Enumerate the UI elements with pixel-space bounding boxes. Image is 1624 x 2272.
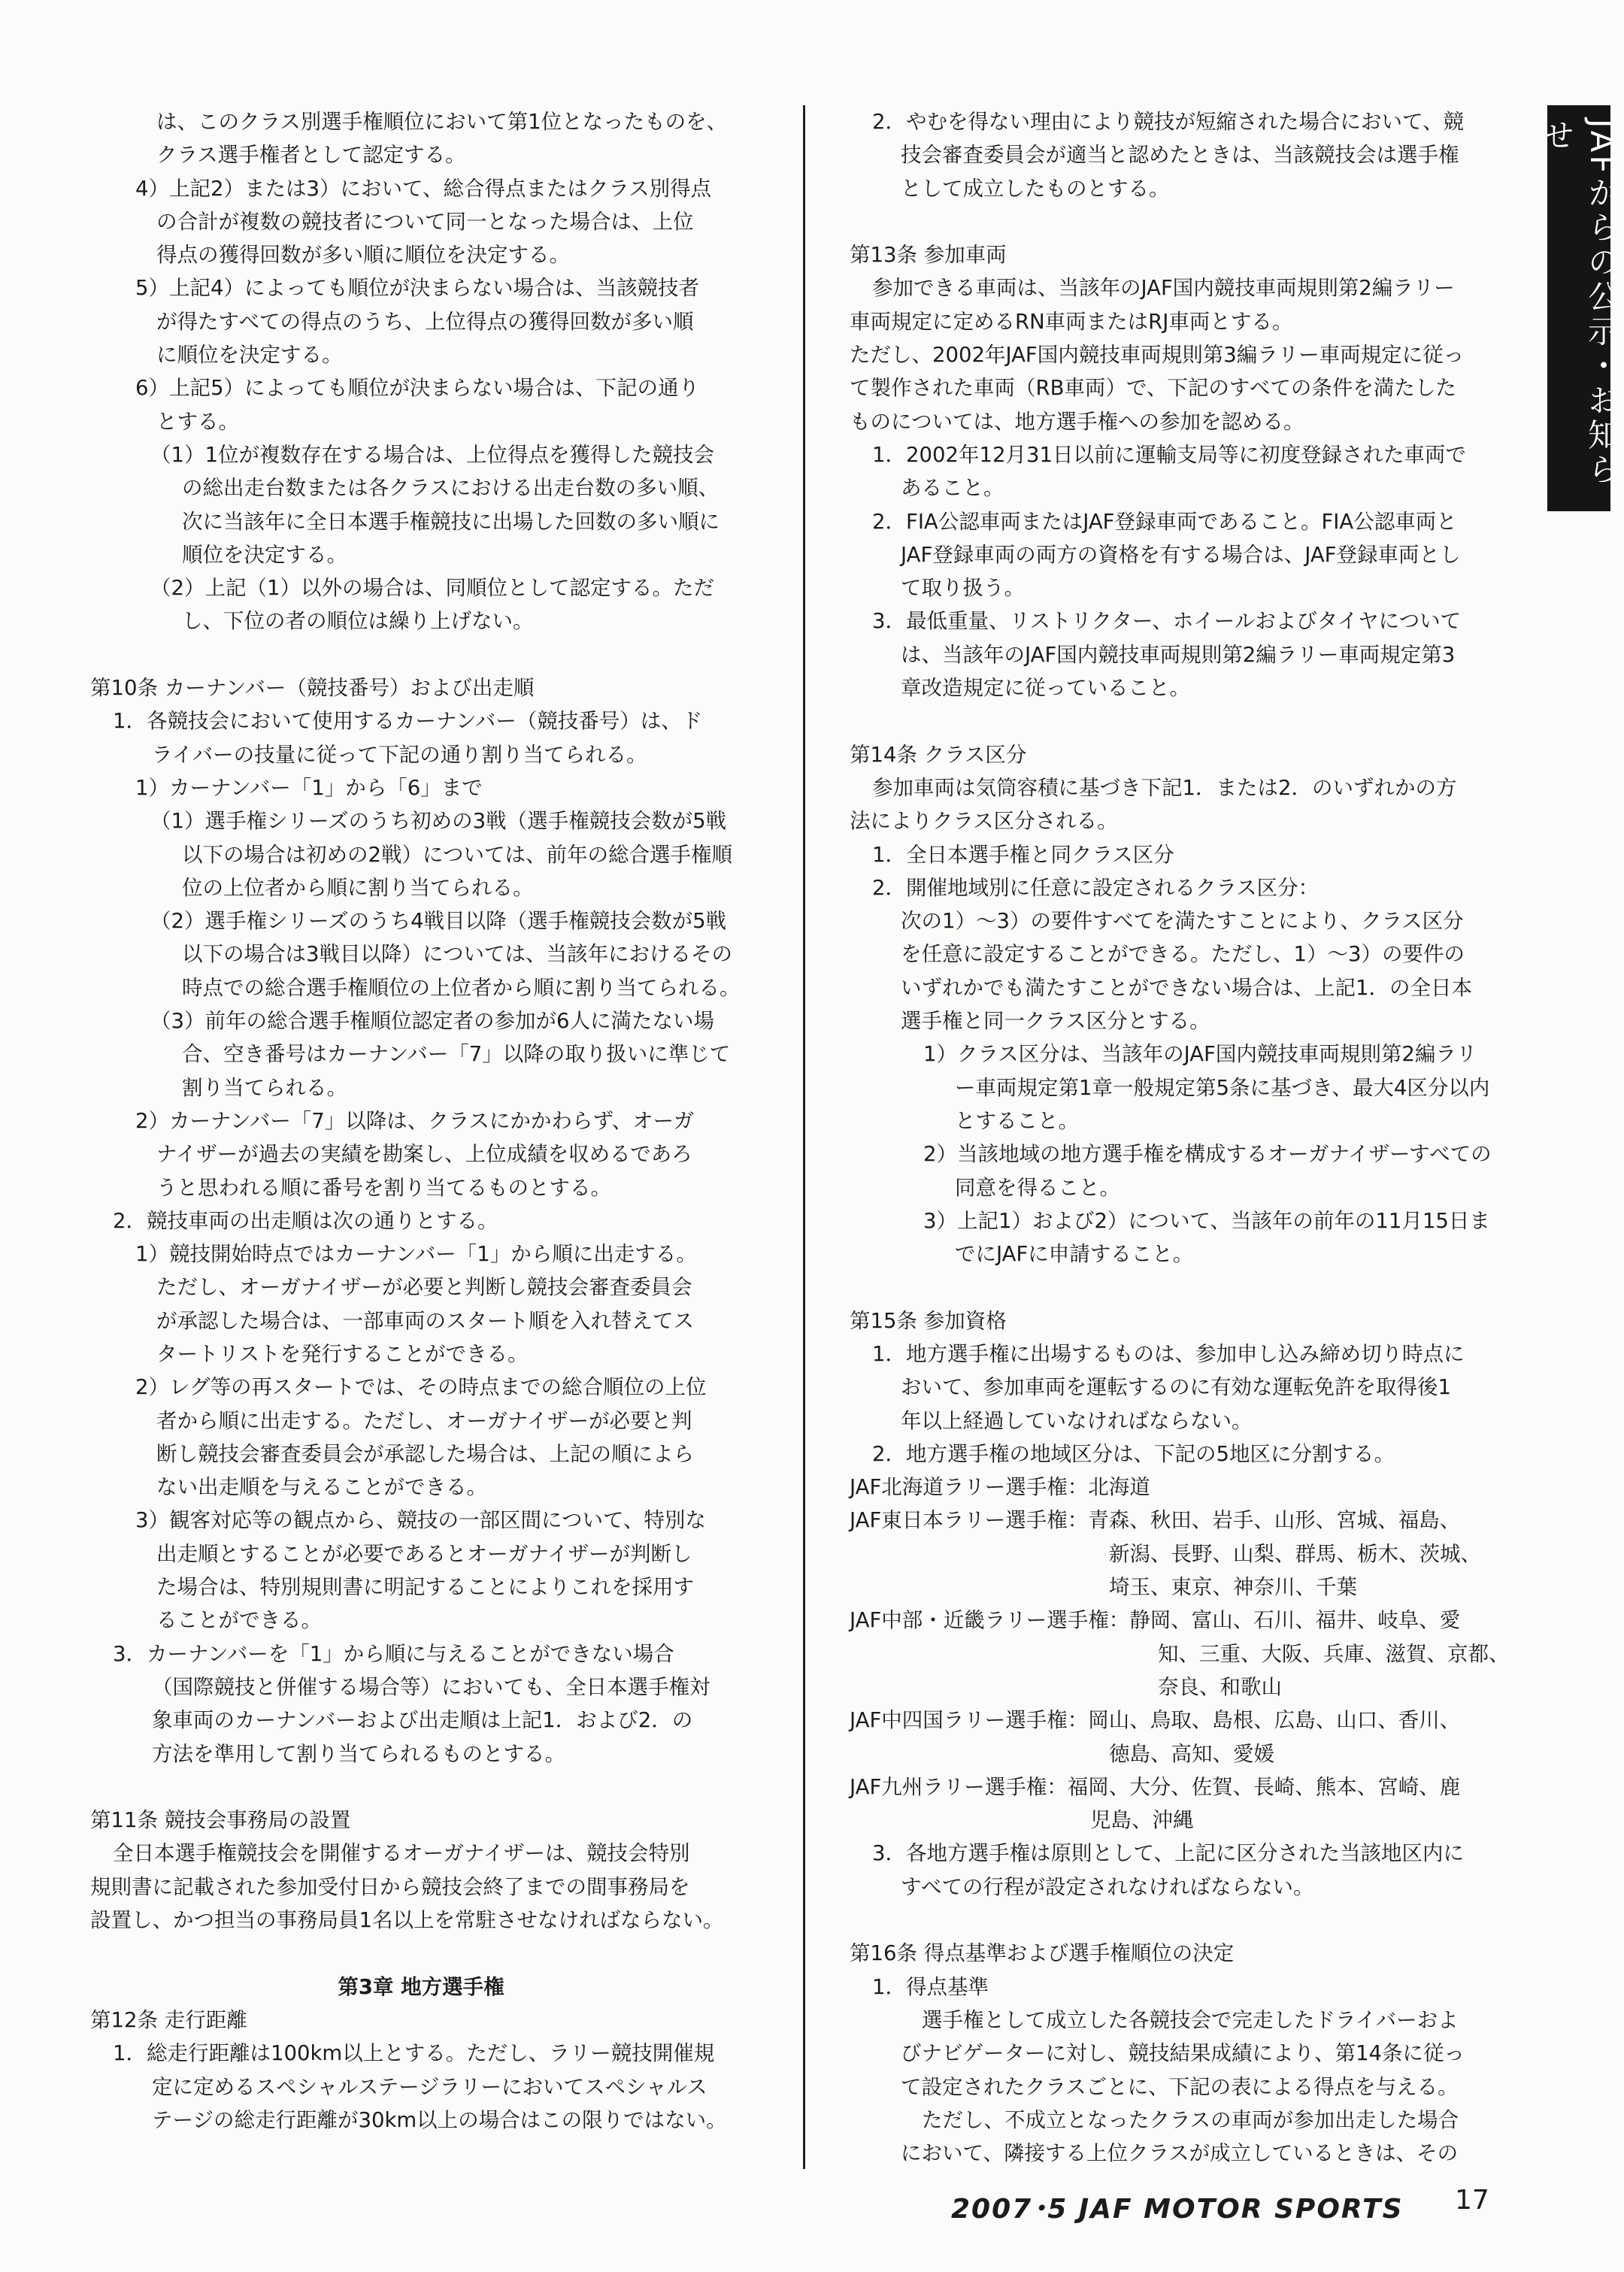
- text-line: て取り扱う。: [901, 576, 1025, 601]
- text-line: 第12条 走行距離: [90, 2007, 247, 2032]
- text-line: ることができる。: [156, 1608, 322, 1633]
- text-line: タートリストを発行することができる。: [156, 1341, 529, 1366]
- text-line: ー車両規定第1章一般規定第5条に基づき、最大4区分以内: [955, 1075, 1490, 1100]
- text-line: 1）競技開始時点ではカーナンバー「1」から順に出走する。: [135, 1242, 697, 1267]
- text-line: 第15条 参加資格: [850, 1308, 1007, 1333]
- text-line: ライバーの技量に従って下記の通り割り当てられる。: [152, 742, 647, 767]
- text-line: 第14条 クラス区分: [850, 742, 1027, 767]
- text-line: 規則書に記載された参加受付日から競技会終了までの間事務局を: [90, 1874, 690, 1899]
- text-line: テージの総走行距離が30km以上の場合はこの限りではない。: [152, 2107, 727, 2132]
- text-line: において、隣接する上位クラスが成立しているときは、その: [901, 2141, 1459, 2166]
- paragraph-gap: [850, 205, 1511, 238]
- paragraph-gap: [850, 704, 1511, 738]
- text-line: 新潟、長野、山梨、群馬、栃木、茨城、: [1109, 1541, 1481, 1566]
- text-line: 順位を決定する。: [182, 542, 347, 567]
- text-line: の総出走台数または各クラスにおける出走台数の多い順、: [182, 476, 720, 501]
- text-line: 3）上記1）および2）について、当該年の前年の11月15日ま: [923, 1208, 1490, 1233]
- text-line: JAF北海道ラリー選手権：北海道: [850, 1475, 1150, 1500]
- text-line: JAF東日本ラリー選手権：青森、秋田、岩手、山形、宮城、福島、: [850, 1508, 1461, 1533]
- text-line: として成立したものとする。: [901, 176, 1170, 201]
- text-line: 参加できる車両は、当該年のJAF国内競技車両規則第2編ラリー: [872, 276, 1455, 301]
- text-line: し、下位の者の順位は繰り上げない。: [182, 609, 534, 634]
- text-line: 1．各競技会において使用するカーナンバー（競技番号）は、ド: [113, 709, 703, 734]
- text-line: あること。: [901, 476, 1004, 501]
- text-line: ナイザーが過去の実績を勘案し、上位成績を収めるであろ: [156, 1142, 692, 1167]
- text-line: は、当該年のJAF国内競技車両規則第2編ラリー車両規定第3: [901, 642, 1456, 667]
- text-line: 時点での総合選手権順位の上位者から順に割り当てられる。: [182, 975, 741, 1000]
- text-line: とすること。: [955, 1108, 1079, 1133]
- text-line: 2）カーナンバー「7」以降は、クラスにかかわらず、オーガ: [135, 1108, 695, 1133]
- text-line: 埼玉、東京、神奈川、千葉: [1109, 1575, 1357, 1600]
- text-line: 定に定めるスペシャルステージラリーにおいてスペシャルス: [152, 2074, 707, 2099]
- text-line: 第11条 競技会事務局の設置: [90, 1808, 351, 1833]
- text-line: でにJAFに申請すること。: [955, 1242, 1194, 1267]
- text-line: を任意に設定することができる。ただし、1）～3）の要件の: [901, 942, 1465, 967]
- text-line: て設定されたクラスごとに、下記の表による得点を与える。: [901, 2074, 1459, 2099]
- text-line: 以下の場合は初めの2戦）については、前年の総合選手権順: [182, 842, 732, 867]
- text-line: が得たすべての得点のうち、上位得点の獲得回数が多い順: [156, 309, 694, 334]
- section-tab-label: JAFからの公示・お知らせ: [1538, 119, 1620, 488]
- text-line: 徳島、高知、愛媛: [1109, 1741, 1274, 1766]
- text-line: 2）当該地域の地方選手権を構成するオーガナイザーすべての: [923, 1142, 1492, 1167]
- text-line: 法によりクラス区分される。: [850, 809, 1118, 834]
- section-tab: [1538, 105, 1620, 511]
- paragraph-gap: [90, 638, 752, 671]
- text-line: JAF中四国ラリー選手権：岡山、鳥取、島根、広島、山口、香川、: [850, 1708, 1461, 1733]
- text-line: 5）上記4）によっても順位が決まらない場合は、当該競技者: [135, 276, 699, 301]
- text-line: 象車両のカーナンバーおよび出走順は上記1．および2．の: [152, 1708, 693, 1733]
- text-line: 2．競技車両の出走順は次の通りとする。: [113, 1208, 498, 1233]
- text-line: 1．2002年12月31日以前に運輸支局等に初度登録された車両で: [872, 442, 1466, 467]
- text-line: （1）選手権シリーズのうち初めの3戦（選手権競技会数が5戦: [150, 809, 727, 834]
- left-column: [90, 105, 752, 2137]
- text-line: 方法を準用して割り当てられるものとする。: [152, 1741, 565, 1766]
- text-line: とする。: [156, 409, 239, 434]
- text-line: 合、空き番号はカーナンバー「7」以降の取り扱いに準じて: [182, 1042, 731, 1067]
- text-line: 2．やむを得ない理由により競技が短縮された場合において、競: [872, 110, 1464, 134]
- text-line: 第10条 カーナンバー（競技番号）および出走順: [90, 676, 535, 701]
- page-number: 17: [1455, 2185, 1489, 2216]
- text-line: 第13条 参加車両: [850, 243, 1007, 268]
- text-line: 第16条 得点基準および選手権順位の決定: [850, 1941, 1235, 1966]
- text-line: て製作された車両（RB車両）で、下記のすべての条件を満たした: [850, 376, 1456, 401]
- text-line: に順位を決定する。: [156, 343, 343, 368]
- text-line: 1．総走行距離は100km以上とする。ただし、ラリー競技開催規: [113, 2041, 715, 2066]
- text-line: JAF中部・近畿ラリー選手権：静岡、富山、石川、福井、岐阜、愛: [850, 1608, 1461, 1633]
- text-line: 選手権として成立した各競技会で完走したドライバーおよ: [922, 2007, 1459, 2032]
- text-line: クラス選手権者として認定する。: [156, 143, 466, 168]
- text-line: JAF登録車両の両方の資格を有する場合は、JAF登録車両とし: [901, 542, 1461, 567]
- paragraph-gap: [850, 1904, 1511, 1937]
- right-column: [850, 105, 1511, 2170]
- text-line: ただし、不成立となったクラスの車両が参加出走した場合: [922, 2107, 1459, 2132]
- text-line: 3．カーナンバーを「1」から順に与えることができない場合: [113, 1641, 674, 1666]
- text-line: ただし、オーガナイザーが必要と判断し競技会審査委員会: [156, 1275, 692, 1300]
- text-line: 者から順に出走する。ただし、オーガナイザーが必要と判: [156, 1408, 692, 1433]
- text-line: おいて、参加車両を運転するのに有効な運転免許を取得後1: [901, 1375, 1451, 1400]
- paragraph-gap: [90, 1771, 752, 1804]
- text-line: 章改造規定に従っていること。: [901, 676, 1190, 701]
- magazine-footer: 2007･5 JAF MOTOR SPORTS: [951, 2194, 1404, 2225]
- text-line: すべての行程が設定されなければならない。: [901, 1874, 1314, 1899]
- text-line: 位の上位者から順に割り当てられる。: [182, 875, 534, 900]
- text-line: 断し競技会審査委員会が承認した場合は、上記の順によら: [156, 1441, 694, 1466]
- text-line: 4）上記2）または3）において、総合得点またはクラス別得点: [135, 176, 712, 201]
- text-line: 設置し、かつ担当の事務局員1名以上を常駐させなければならない。: [90, 1908, 724, 1933]
- text-line: 全日本選手権競技会を開催するオーガナイザーは、競技会特別: [113, 1841, 690, 1866]
- text-line: （2）上記（1）以外の場合は、同順位として認定する。ただ: [150, 576, 714, 601]
- text-line: 1．地方選手権に出場するものは、参加申し込み締め切り時点に: [872, 1341, 1465, 1366]
- text-line: 知、三重、大阪、兵庫、滋賀、京都、: [1158, 1641, 1510, 1666]
- text-line: 技会審査委員会が適当と認めたときは、当該競技会は選手権: [901, 143, 1459, 168]
- text-line: は、このクラス別選手権順位において第1位となったものを、: [156, 110, 728, 134]
- text-line: 3．最低重量、リストリクター、ホイールおよびタイヤについて: [872, 609, 1462, 634]
- text-line: ただし、2002年JAF国内競技車両規則第3編ラリー車両規定に従っ: [850, 343, 1465, 368]
- text-line: た場合は、特別規則書に明記することによりこれを採用す: [156, 1575, 694, 1600]
- text-line: 児島、沖縄: [1090, 1808, 1194, 1833]
- text-line: ものについては、地方選手権への参加を認める。: [850, 409, 1304, 434]
- text-line: 1）カーナンバー「1」から「6」まで: [135, 775, 483, 800]
- text-line: 参加車両は気筒容積に基づき下記1．または2．のいずれかの方: [872, 775, 1457, 800]
- text-line: いずれかでも満たすことができない場合は、上記1．の全日本: [901, 975, 1472, 1000]
- text-line: 2．地方選手権の地域区分は、下記の5地区に分割する。: [872, 1441, 1395, 1466]
- text-line: 割り当てられる。: [182, 1075, 347, 1100]
- column-divider: [803, 105, 805, 2169]
- text-line: 選手権と同一クラス区分とする。: [901, 1009, 1210, 1034]
- text-line: （1）1位が複数存在する場合は、上位得点を獲得した競技会: [150, 442, 714, 467]
- text-line: うと思われる順に番号を割り当てるものとする。: [156, 1175, 611, 1200]
- text-line: びナビゲーターに対し、競技結果成績により、第14条に従っ: [901, 2041, 1465, 2066]
- text-line: が承認した場合は、一部車両のスタート順を入れ替えてス: [156, 1308, 694, 1333]
- text-line: （2）選手権シリーズのうち4戦目以降（選手権競技会数が5戦: [150, 909, 727, 934]
- text-line: 同意を得ること。: [955, 1175, 1120, 1200]
- text-line: 2．開催地域別に任意に設定されるクラス区分：: [872, 875, 1320, 900]
- text-line: 得点の獲得回数が多い順に順位を決定する。: [156, 243, 570, 268]
- text-line: 1．全日本選手権と同クラス区分: [872, 842, 1174, 867]
- paragraph-gap: [850, 1271, 1511, 1304]
- text-line: JAF九州ラリー選手権：福岡、大分、佐賀、長崎、熊本、宮崎、鹿: [850, 1774, 1461, 1799]
- text-line: 1）クラス区分は、当該年のJAF国内競技車両規則第2編ラリ: [923, 1042, 1477, 1067]
- text-line: 3．各地方選手権は原則として、上記に区分された当該地区内に: [872, 1841, 1464, 1866]
- text-line: の合計が複数の競技者について同一となった場合は、上位: [156, 209, 694, 234]
- text-line: （国際競技と併催する場合等）においても、全日本選手権対: [152, 1674, 710, 1699]
- text-line: 奈良、和歌山: [1158, 1674, 1282, 1699]
- text-line: 年以上経過していなければならない。: [901, 1408, 1253, 1433]
- text-line: 次に当該年に全日本選手権競技に出場した回数の多い順に: [182, 509, 720, 534]
- chapter-heading: 第3章 地方選手権: [338, 1974, 504, 1999]
- text-line: 出走順とすることが必要であるとオーガナイザーが判断し: [156, 1541, 692, 1566]
- text-line: 2．FIA公認車両またはJAF登録車両であること。FIA公認車両と: [872, 509, 1457, 534]
- text-line: ない出走順を与えることができる。: [156, 1475, 487, 1500]
- text-line: 車両規定に定めるRN車両またはRJ車両とする。: [850, 309, 1293, 334]
- text-line: （3）前年の総合選手権順位認定者の参加が6人に満たない場: [150, 1009, 714, 1034]
- paragraph-gap: [90, 1937, 752, 1970]
- text-line: 1．得点基準: [872, 1974, 989, 1999]
- text-line: 2）レグ等の再スタートでは、その時点までの総合順位の上位: [135, 1375, 707, 1400]
- text-line: 3）観客対応等の観点から、競技の一部区間について、特別な: [135, 1508, 706, 1533]
- text-line: 次の1）～3）の要件すべてを満たすことにより、クラス区分: [901, 909, 1464, 934]
- text-line: 6）上記5）によっても順位が決まらない場合は、下記の通り: [135, 376, 699, 401]
- text-line: 以下の場合は3戦目以降）については、当該年におけるその: [182, 942, 732, 967]
